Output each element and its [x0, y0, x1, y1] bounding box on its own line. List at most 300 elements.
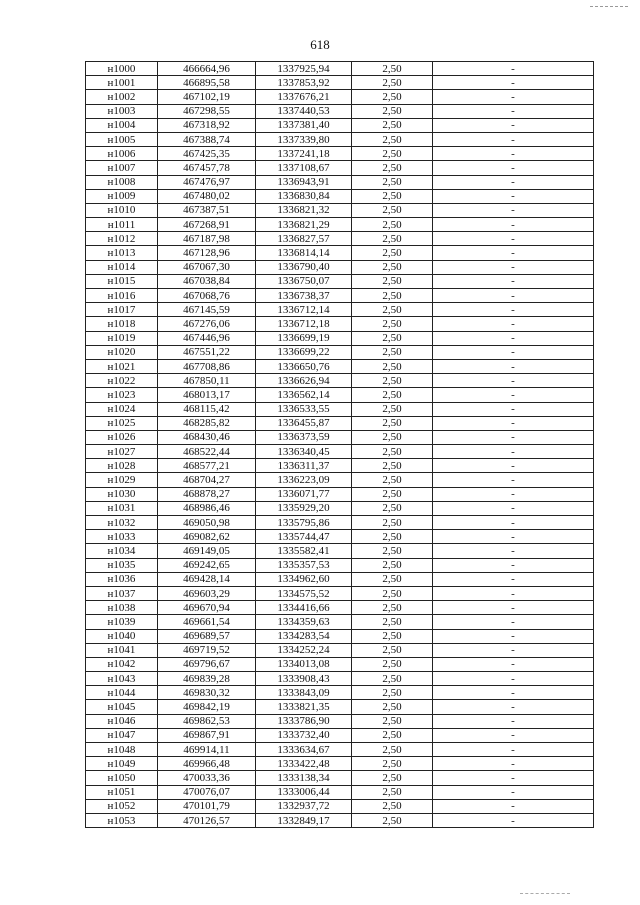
scan-edge-mark	[520, 893, 570, 895]
point-id-cell: н1021	[86, 359, 158, 373]
x-coordinate-cell: 469796,67	[158, 657, 256, 671]
point-id-cell: н1015	[86, 274, 158, 288]
point-id-cell: н1039	[86, 615, 158, 629]
note-cell: -	[433, 203, 594, 217]
y-coordinate-cell: 1336311,37	[256, 459, 352, 473]
note-cell: -	[433, 132, 594, 146]
table-row	[86, 757, 594, 771]
table-row	[86, 289, 594, 303]
accuracy-cell: 2,50	[352, 629, 433, 643]
accuracy-cell: 2,50	[352, 728, 433, 742]
x-coordinate-cell: 467457,78	[158, 161, 256, 175]
accuracy-cell: 2,50	[352, 331, 433, 345]
note-cell: -	[433, 771, 594, 785]
note-cell: -	[433, 345, 594, 359]
note-cell: -	[433, 317, 594, 331]
table-row	[86, 430, 594, 444]
point-id-cell: н1016	[86, 289, 158, 303]
accuracy-cell: 2,50	[352, 246, 433, 260]
y-coordinate-cell: 1335929,20	[256, 501, 352, 515]
y-coordinate-cell: 1336821,29	[256, 218, 352, 232]
y-coordinate-cell: 1334962,60	[256, 572, 352, 586]
accuracy-cell: 2,50	[352, 345, 433, 359]
note-cell: -	[433, 601, 594, 615]
point-id-cell: н1038	[86, 601, 158, 615]
accuracy-cell: 2,50	[352, 76, 433, 90]
point-id-cell: н1017	[86, 303, 158, 317]
x-coordinate-cell: 469082,62	[158, 530, 256, 544]
x-coordinate-cell: 467102,19	[158, 90, 256, 104]
x-coordinate-cell: 467318,92	[158, 118, 256, 132]
note-cell: -	[433, 799, 594, 813]
note-cell: -	[433, 388, 594, 402]
point-id-cell: н1046	[86, 714, 158, 728]
note-cell: -	[433, 218, 594, 232]
accuracy-cell: 2,50	[352, 516, 433, 530]
table-row	[86, 246, 594, 260]
point-id-cell: н1023	[86, 388, 158, 402]
y-coordinate-cell: 1336626,94	[256, 374, 352, 388]
y-coordinate-cell: 1336943,91	[256, 175, 352, 189]
accuracy-cell: 2,50	[352, 558, 433, 572]
note-cell: -	[433, 118, 594, 132]
point-id-cell: н1014	[86, 260, 158, 274]
note-cell: -	[433, 558, 594, 572]
note-cell: -	[433, 572, 594, 586]
y-coordinate-cell: 1336340,45	[256, 445, 352, 459]
note-cell: -	[433, 473, 594, 487]
point-id-cell: н1045	[86, 700, 158, 714]
table-row	[86, 544, 594, 558]
accuracy-cell: 2,50	[352, 402, 433, 416]
accuracy-cell: 2,50	[352, 643, 433, 657]
accuracy-cell: 2,50	[352, 757, 433, 771]
x-coordinate-cell: 467187,98	[158, 232, 256, 246]
point-id-cell: н1030	[86, 487, 158, 501]
x-coordinate-cell: 467480,02	[158, 189, 256, 203]
y-coordinate-cell: 1336533,55	[256, 402, 352, 416]
note-cell: -	[433, 459, 594, 473]
accuracy-cell: 2,50	[352, 586, 433, 600]
accuracy-cell: 2,50	[352, 799, 433, 813]
y-coordinate-cell: 1337925,94	[256, 62, 352, 76]
note-cell: -	[433, 700, 594, 714]
note-cell: -	[433, 501, 594, 515]
x-coordinate-cell: 467128,96	[158, 246, 256, 260]
table-row	[86, 104, 594, 118]
point-id-cell: н1041	[86, 643, 158, 657]
point-id-cell: н1051	[86, 785, 158, 799]
x-coordinate-cell: 467850,11	[158, 374, 256, 388]
accuracy-cell: 2,50	[352, 813, 433, 827]
point-id-cell: н1028	[86, 459, 158, 473]
y-coordinate-cell: 1336071,77	[256, 487, 352, 501]
note-cell: -	[433, 147, 594, 161]
accuracy-cell: 2,50	[352, 359, 433, 373]
note-cell: -	[433, 516, 594, 530]
table-row	[86, 686, 594, 700]
y-coordinate-cell: 1336830,84	[256, 189, 352, 203]
y-coordinate-cell: 1335582,41	[256, 544, 352, 558]
table-row	[86, 657, 594, 671]
x-coordinate-cell: 467708,86	[158, 359, 256, 373]
table-row	[86, 147, 594, 161]
y-coordinate-cell: 1337381,40	[256, 118, 352, 132]
table-row	[86, 601, 594, 615]
y-coordinate-cell: 1336712,18	[256, 317, 352, 331]
point-id-cell: н1001	[86, 76, 158, 90]
note-cell: -	[433, 402, 594, 416]
x-coordinate-cell: 469661,54	[158, 615, 256, 629]
point-id-cell: н1050	[86, 771, 158, 785]
point-id-cell: н1007	[86, 161, 158, 175]
accuracy-cell: 2,50	[352, 416, 433, 430]
accuracy-cell: 2,50	[352, 473, 433, 487]
table-row	[86, 345, 594, 359]
x-coordinate-cell: 468285,82	[158, 416, 256, 430]
x-coordinate-cell: 469839,28	[158, 672, 256, 686]
x-coordinate-cell: 467068,76	[158, 289, 256, 303]
point-id-cell: н1000	[86, 62, 158, 76]
point-id-cell: н1010	[86, 203, 158, 217]
table-row	[86, 615, 594, 629]
note-cell: -	[433, 530, 594, 544]
x-coordinate-cell: 470033,36	[158, 771, 256, 785]
note-cell: -	[433, 104, 594, 118]
x-coordinate-cell: 469050,98	[158, 516, 256, 530]
table-row	[86, 303, 594, 317]
note-cell: -	[433, 743, 594, 757]
table-row	[86, 530, 594, 544]
point-id-cell: н1011	[86, 218, 158, 232]
note-cell: -	[433, 757, 594, 771]
table-row	[86, 203, 594, 217]
note-cell: -	[433, 586, 594, 600]
accuracy-cell: 2,50	[352, 289, 433, 303]
point-id-cell: н1006	[86, 147, 158, 161]
table-row	[86, 260, 594, 274]
y-coordinate-cell: 1334283,54	[256, 629, 352, 643]
y-coordinate-cell: 1336790,40	[256, 260, 352, 274]
x-coordinate-cell: 468115,42	[158, 402, 256, 416]
accuracy-cell: 2,50	[352, 303, 433, 317]
note-cell: -	[433, 331, 594, 345]
note-cell: -	[433, 657, 594, 671]
x-coordinate-cell: 468878,27	[158, 487, 256, 501]
table-row	[86, 445, 594, 459]
accuracy-cell: 2,50	[352, 544, 433, 558]
y-coordinate-cell: 1333006,44	[256, 785, 352, 799]
point-id-cell: н1043	[86, 672, 158, 686]
note-cell: -	[433, 303, 594, 317]
point-id-cell: н1018	[86, 317, 158, 331]
y-coordinate-cell: 1336650,76	[256, 359, 352, 373]
table-row	[86, 317, 594, 331]
accuracy-cell: 2,50	[352, 90, 433, 104]
x-coordinate-cell: 468522,44	[158, 445, 256, 459]
table-row	[86, 274, 594, 288]
y-coordinate-cell: 1334013,08	[256, 657, 352, 671]
x-coordinate-cell: 467067,30	[158, 260, 256, 274]
point-id-cell: н1047	[86, 728, 158, 742]
y-coordinate-cell: 1337440,53	[256, 104, 352, 118]
accuracy-cell: 2,50	[352, 501, 433, 515]
note-cell: -	[433, 76, 594, 90]
accuracy-cell: 2,50	[352, 459, 433, 473]
table-row	[86, 501, 594, 515]
point-id-cell: н1031	[86, 501, 158, 515]
y-coordinate-cell: 1333422,48	[256, 757, 352, 771]
table-row	[86, 76, 594, 90]
note-cell: -	[433, 445, 594, 459]
accuracy-cell: 2,50	[352, 771, 433, 785]
point-id-cell: н1044	[86, 686, 158, 700]
x-coordinate-cell: 469689,57	[158, 629, 256, 643]
point-id-cell: н1003	[86, 104, 158, 118]
coordinates-table	[85, 61, 594, 828]
y-coordinate-cell: 1332849,17	[256, 813, 352, 827]
accuracy-cell: 2,50	[352, 445, 433, 459]
accuracy-cell: 2,50	[352, 430, 433, 444]
table-row	[86, 487, 594, 501]
accuracy-cell: 2,50	[352, 189, 433, 203]
note-cell: -	[433, 374, 594, 388]
x-coordinate-cell: 469603,29	[158, 586, 256, 600]
table-row	[86, 459, 594, 473]
note-cell: -	[433, 615, 594, 629]
x-coordinate-cell: 467268,91	[158, 218, 256, 232]
table-row	[86, 785, 594, 799]
point-id-cell: н1025	[86, 416, 158, 430]
y-coordinate-cell: 1334359,63	[256, 615, 352, 629]
note-cell: -	[433, 643, 594, 657]
table-row	[86, 558, 594, 572]
accuracy-cell: 2,50	[352, 175, 433, 189]
coordinates-table-body	[86, 62, 594, 828]
point-id-cell: н1040	[86, 629, 158, 643]
y-coordinate-cell: 1333634,67	[256, 743, 352, 757]
y-coordinate-cell: 1333732,40	[256, 728, 352, 742]
x-coordinate-cell: 467425,35	[158, 147, 256, 161]
table-row	[86, 416, 594, 430]
point-id-cell: н1034	[86, 544, 158, 558]
table-row	[86, 629, 594, 643]
table-row	[86, 813, 594, 827]
y-coordinate-cell: 1333843,09	[256, 686, 352, 700]
point-id-cell: н1019	[86, 331, 158, 345]
point-id-cell: н1042	[86, 657, 158, 671]
note-cell: -	[433, 686, 594, 700]
accuracy-cell: 2,50	[352, 657, 433, 671]
accuracy-cell: 2,50	[352, 530, 433, 544]
x-coordinate-cell: 470126,57	[158, 813, 256, 827]
point-id-cell: н1022	[86, 374, 158, 388]
table-row	[86, 118, 594, 132]
accuracy-cell: 2,50	[352, 743, 433, 757]
accuracy-cell: 2,50	[352, 672, 433, 686]
point-id-cell: н1027	[86, 445, 158, 459]
table-row	[86, 728, 594, 742]
accuracy-cell: 2,50	[352, 487, 433, 501]
x-coordinate-cell: 467276,06	[158, 317, 256, 331]
accuracy-cell: 2,50	[352, 218, 433, 232]
table-row	[86, 218, 594, 232]
accuracy-cell: 2,50	[352, 686, 433, 700]
y-coordinate-cell: 1336223,09	[256, 473, 352, 487]
x-coordinate-cell: 469428,14	[158, 572, 256, 586]
x-coordinate-cell: 469842,19	[158, 700, 256, 714]
y-coordinate-cell: 1337108,67	[256, 161, 352, 175]
y-coordinate-cell: 1335795,86	[256, 516, 352, 530]
table-row	[86, 359, 594, 373]
accuracy-cell: 2,50	[352, 118, 433, 132]
table-row	[86, 402, 594, 416]
y-coordinate-cell: 1334252,24	[256, 643, 352, 657]
x-coordinate-cell: 469966,48	[158, 757, 256, 771]
x-coordinate-cell: 468577,21	[158, 459, 256, 473]
point-id-cell: н1029	[86, 473, 158, 487]
x-coordinate-cell: 468986,46	[158, 501, 256, 515]
point-id-cell: н1037	[86, 586, 158, 600]
x-coordinate-cell: 467476,97	[158, 175, 256, 189]
accuracy-cell: 2,50	[352, 132, 433, 146]
x-coordinate-cell: 466664,96	[158, 62, 256, 76]
x-coordinate-cell: 469149,05	[158, 544, 256, 558]
accuracy-cell: 2,50	[352, 147, 433, 161]
x-coordinate-cell: 467388,74	[158, 132, 256, 146]
y-coordinate-cell: 1337676,21	[256, 90, 352, 104]
accuracy-cell: 2,50	[352, 388, 433, 402]
note-cell: -	[433, 629, 594, 643]
point-id-cell: н1048	[86, 743, 158, 757]
note-cell: -	[433, 246, 594, 260]
accuracy-cell: 2,50	[352, 601, 433, 615]
note-cell: -	[433, 785, 594, 799]
y-coordinate-cell: 1333786,90	[256, 714, 352, 728]
note-cell: -	[433, 544, 594, 558]
y-coordinate-cell: 1336699,22	[256, 345, 352, 359]
x-coordinate-cell: 466895,58	[158, 76, 256, 90]
accuracy-cell: 2,50	[352, 232, 433, 246]
x-coordinate-cell: 469719,52	[158, 643, 256, 657]
point-id-cell: н1053	[86, 813, 158, 827]
accuracy-cell: 2,50	[352, 700, 433, 714]
point-id-cell: н1024	[86, 402, 158, 416]
table-row	[86, 232, 594, 246]
y-coordinate-cell: 1336827,57	[256, 232, 352, 246]
table-row	[86, 90, 594, 104]
x-coordinate-cell: 469830,32	[158, 686, 256, 700]
accuracy-cell: 2,50	[352, 62, 433, 76]
x-coordinate-cell: 468430,46	[158, 430, 256, 444]
point-id-cell: н1049	[86, 757, 158, 771]
table-row	[86, 572, 594, 586]
y-coordinate-cell: 1336712,14	[256, 303, 352, 317]
x-coordinate-cell: 469914,11	[158, 743, 256, 757]
table-row	[86, 331, 594, 345]
table-row	[86, 374, 594, 388]
accuracy-cell: 2,50	[352, 161, 433, 175]
point-id-cell: н1002	[86, 90, 158, 104]
x-coordinate-cell: 467145,59	[158, 303, 256, 317]
table-row	[86, 672, 594, 686]
y-coordinate-cell: 1336750,07	[256, 274, 352, 288]
x-coordinate-cell: 469862,53	[158, 714, 256, 728]
note-cell: -	[433, 430, 594, 444]
note-cell: -	[433, 161, 594, 175]
point-id-cell: н1009	[86, 189, 158, 203]
note-cell: -	[433, 260, 594, 274]
accuracy-cell: 2,50	[352, 203, 433, 217]
note-cell: -	[433, 728, 594, 742]
table-row	[86, 161, 594, 175]
y-coordinate-cell: 1333821,35	[256, 700, 352, 714]
table-row	[86, 771, 594, 785]
note-cell: -	[433, 359, 594, 373]
x-coordinate-cell: 467298,55	[158, 104, 256, 118]
x-coordinate-cell: 468013,17	[158, 388, 256, 402]
note-cell: -	[433, 90, 594, 104]
table-row	[86, 700, 594, 714]
accuracy-cell: 2,50	[352, 374, 433, 388]
x-coordinate-cell: 467446,96	[158, 331, 256, 345]
x-coordinate-cell: 469242,65	[158, 558, 256, 572]
note-cell: -	[433, 189, 594, 203]
scan-edge-mark	[590, 6, 628, 8]
point-id-cell: н1026	[86, 430, 158, 444]
y-coordinate-cell: 1332937,72	[256, 799, 352, 813]
point-id-cell: н1035	[86, 558, 158, 572]
accuracy-cell: 2,50	[352, 714, 433, 728]
y-coordinate-cell: 1337853,92	[256, 76, 352, 90]
point-id-cell: н1033	[86, 530, 158, 544]
table-row	[86, 388, 594, 402]
y-coordinate-cell: 1334575,52	[256, 586, 352, 600]
table-row	[86, 132, 594, 146]
page-number: 618	[310, 37, 330, 52]
note-cell: -	[433, 714, 594, 728]
y-coordinate-cell: 1336699,19	[256, 331, 352, 345]
accuracy-cell: 2,50	[352, 785, 433, 799]
table-row	[86, 714, 594, 728]
y-coordinate-cell: 1336455,87	[256, 416, 352, 430]
x-coordinate-cell: 468704,27	[158, 473, 256, 487]
note-cell: -	[433, 232, 594, 246]
y-coordinate-cell: 1334416,66	[256, 601, 352, 615]
note-cell: -	[433, 416, 594, 430]
x-coordinate-cell: 469670,94	[158, 601, 256, 615]
table-row	[86, 516, 594, 530]
table-row	[86, 799, 594, 813]
table-row	[86, 473, 594, 487]
note-cell: -	[433, 175, 594, 189]
table-row	[86, 743, 594, 757]
x-coordinate-cell: 467551,22	[158, 345, 256, 359]
point-id-cell: н1036	[86, 572, 158, 586]
accuracy-cell: 2,50	[352, 317, 433, 331]
x-coordinate-cell: 470101,79	[158, 799, 256, 813]
y-coordinate-cell: 1336738,37	[256, 289, 352, 303]
note-cell: -	[433, 487, 594, 501]
point-id-cell: н1004	[86, 118, 158, 132]
x-coordinate-cell: 469867,91	[158, 728, 256, 742]
table-row	[86, 189, 594, 203]
accuracy-cell: 2,50	[352, 104, 433, 118]
note-cell: -	[433, 289, 594, 303]
y-coordinate-cell: 1333908,43	[256, 672, 352, 686]
table-row	[86, 643, 594, 657]
accuracy-cell: 2,50	[352, 260, 433, 274]
